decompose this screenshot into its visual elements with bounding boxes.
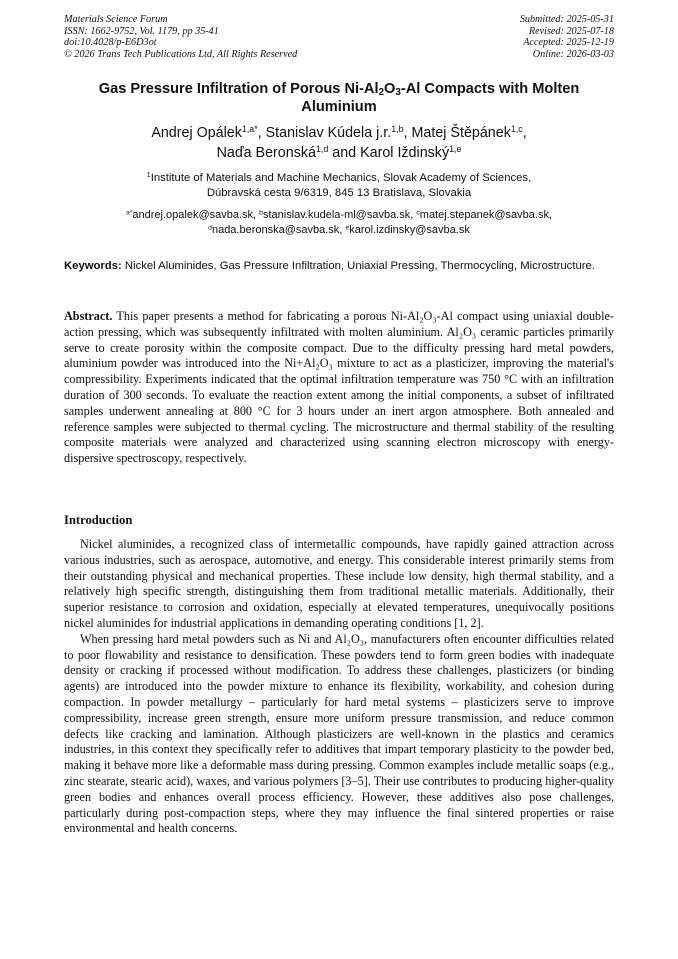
affiliation-line: Dúbravská cesta 9/6319, 845 13 Bratislava, Slovakia	[206, 187, 472, 200]
email-mark: b	[259, 209, 263, 217]
separator: ,	[403, 125, 412, 141]
email-link[interactable]: karol.izdinsky@savba.sk	[349, 224, 470, 237]
title-subscript: 3	[395, 86, 401, 98]
separator: ,	[257, 125, 266, 141]
submitted-date: Submitted: 2025-05-31	[519, 14, 614, 25]
author-list: Andrej Opálek$^{1,a*}$, Stanislav Kúdela j.r.$^{1,b}$, Matej Štěpánek$^{1,c}$, Naďa Beronská$^{1,d}$ and Karol Iždinský$^{1,e}$	[151, 124, 527, 161]
paragraph: When pressing hard metal powders such as Ni and Al₂O₃, manufacturers often encounter difficulties related to poor flowability and resistance to densification. These powders tend to form green bodies with inadequate density or cracking if processed without modification. To address these challenges, plasticizers (or binding agents) are introduced into the powder mixture to enhance its flexibility, workability, and cohesion during compaction. In powder metallurgy – particularly for hard metal systems – plasticizers serve to improve compressibility, increase green strength, ensure more uniform pressure transmission, and reduce common defects like cracking and lamination. Although plasticizers are well-known in the plastics and ceramics industries, in this context they specifically refer to additives that impart temporary plasticity to the powder bed, making it behave more like a deformable mass during pressing. Common examples include metallic soaps (e.g., zinc stearate, stearic acid), waxes, and various polymers [3–5]. Their use contributes to producing higher-quality green bodies and enhances overall process efficiency. However, these additives also pose challenges, particularly during post-compaction steps, where they may influence the final sintered properties or raise environmental and health concerns.	[64, 631, 614, 836]
email-link[interactable]: matej.stepanek@savba.sk	[419, 209, 549, 221]
paper-title	[64, 80, 614, 116]
author-name: Stanislav Kúdela j.r.	[265, 125, 392, 141]
author-name: Naďa Beronská	[216, 144, 316, 161]
paragraph: Nickel aluminides, a recognized class of intermetallic compounds, have rapidly gained attraction across various industries, such as aerospace, automotive, and energy. This considerable interest primarily stems from their outstanding physical and mechanical properties. These include low density, high thermal stability, and a relatively high specific strength, distinguishing them from traditional metallic materials. Additionally, their superior resistance to corrosion and oxidation, especially at elevated temperatures, unequivocally positions nickel aluminides for industrial applications in demanding operating conditions [1, 2].	[64, 537, 614, 630]
abstract-text: This paper presents a method for fabricating a porous Ni-Al₂O₃-Al compact using uniaxial double-action pressing, which was subsequently infiltrated with molten aluminium. Al₂O₃ ceramic particles primarily serve to create porosity within the composite compact. Due to the difficulty pressing hard metal powders, aluminium powder was introduced into the Ni+Al₂O₃ mixture to act as a plasticizer, improving the material's compressibility. Experiments indicated that the optimal infiltration temperature was 750 °C with an infiltration duration of 300 seconds. To evaluate the reaction extent among the initial components, a subset of infiltrated samples underwent annealing at 800 °C for 3 hours under an inert argon atmosphere. Both annealed and reference samples were subjected to thermal cycling. The microstructure and thermal stability of the resulting composite materials were analyzed and characterized using scanning electron microscopy with energy-dispersive spectroscopy, respectively.	[64, 309, 614, 466]
author-affiliation-mark: 1,e	[449, 143, 462, 154]
title-text: Gas Pressure Infiltration of Porous Ni-Al	[98, 81, 379, 97]
author-name: Andrej Opálek	[151, 125, 242, 141]
email-link[interactable]: stanislav.kudela-ml@savba.sk	[262, 209, 411, 221]
author-affiliation-mark: 1,b	[391, 124, 404, 135]
abstract-section	[64, 309, 614, 467]
author-affiliation-mark: 1,a*	[241, 124, 258, 135]
author-name: Matej Štěpánek	[411, 125, 511, 141]
revised-date: Revised: 2025-07-18	[528, 25, 614, 37]
title-text: O	[384, 81, 396, 97]
introduction-body	[64, 537, 614, 837]
email-link[interactable]: nada.beronska@savba.sk	[211, 224, 340, 237]
title-subscript: 2	[378, 86, 385, 98]
email-link[interactable]: andrej.opalek@savba.sk	[132, 209, 254, 221]
author-name: Karol Iždinský	[360, 144, 450, 161]
publication-dates	[520, 14, 614, 60]
issn: ISSN: 1662-9752, Vol. 1179, pp 35-41	[64, 25, 219, 37]
journal-info	[64, 14, 297, 60]
keywords-label: Keywords:	[64, 260, 122, 272]
affiliation-mark: 1	[146, 172, 151, 180]
keywords-section	[64, 259, 614, 275]
email-mark: a*	[125, 209, 133, 217]
section-heading-introduction: Introduction	[64, 513, 133, 527]
separator: and	[328, 144, 361, 161]
author-emails: $^{a*}$andrej.opalek@savba.sk, $^b$stanislav.kudela-ml@savba.sk, $^c$matej.stepanek@savba.sk, $^d$nada.beronska@savba.sk, $^e$karol.izdinsky@savba.sk	[125, 209, 553, 237]
email-mark: d	[208, 224, 212, 232]
keywords-text: Nickel Aluminides, Gas Pressure Infiltration, Uniaxial Pressing, Thermocycling, Microstructure.	[121, 260, 595, 272]
accepted-date: Accepted: 2025-12-19	[523, 37, 614, 49]
title-text: -Al Compacts with Molten Aluminium	[301, 81, 580, 115]
author-affiliation-mark: 1,d	[315, 143, 329, 154]
email-mark: c	[416, 209, 420, 217]
affiliation	[64, 171, 614, 202]
copyright: © 2026 Trans Tech Publications Ltd, All Rights Reserved	[64, 48, 298, 60]
doi: doi:10.4028/p-E6D3ot	[64, 37, 157, 49]
abstract-label: Abstract.	[64, 309, 113, 323]
email-mark: e	[345, 224, 350, 232]
journal-name: Materials Science Forum	[64, 14, 168, 25]
online-date: Online: 2026-03-03	[532, 48, 614, 60]
affiliation-line: Institute of Materials and Machine Mechanics, Slovak Academy of Sciences,	[150, 172, 532, 184]
author-affiliation-mark: 1,c	[510, 124, 523, 135]
